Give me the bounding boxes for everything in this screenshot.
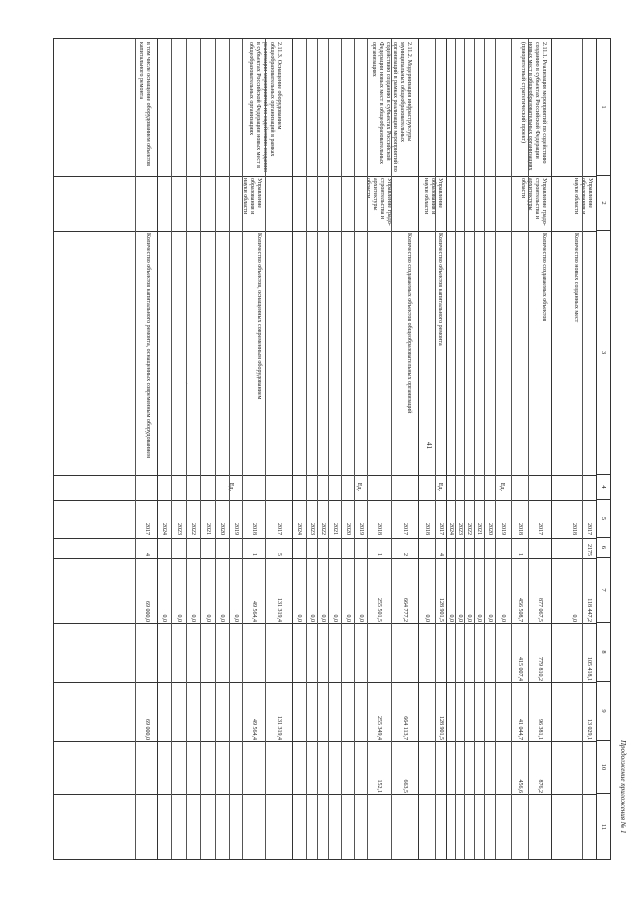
table-body	[53, 39, 596, 859]
indicator-value	[535, 540, 545, 556]
header-col-3: 3	[597, 231, 610, 475]
total-funding: 0,0	[345, 614, 351, 622]
header-col-8: 8	[597, 623, 610, 682]
total-funding: 0,0	[487, 614, 493, 622]
indicator-value: 1	[251, 553, 257, 556]
stray-mark: ~	[182, 381, 189, 386]
table-row	[186, 39, 200, 859]
federal-budget: 415 007,4	[517, 657, 523, 681]
indicator-value	[569, 540, 579, 556]
table-row	[446, 39, 455, 859]
local-budget: 876,2	[537, 779, 543, 793]
year-cell: 2019	[500, 523, 506, 535]
indicator-name: Количество объектов, оснащенных современным оборудованием	[256, 233, 262, 400]
federal-budget: 105 418,1	[586, 657, 592, 681]
table-row	[551, 39, 582, 859]
year-cell: 2018	[424, 523, 430, 535]
header-col-2: 2	[597, 176, 610, 231]
section-repair-equipment	[53, 39, 157, 859]
header-col-1: 1	[597, 39, 610, 176]
section-213-equipment	[157, 39, 292, 859]
program-table	[53, 38, 611, 860]
year-cell: 2022	[466, 523, 472, 535]
table-row	[418, 39, 435, 859]
indicator-name: Количество объектов капитального ремонта	[437, 233, 443, 346]
total-funding: 0,0	[190, 614, 196, 622]
total-funding: 131 319,4	[276, 598, 282, 622]
table-row	[135, 39, 157, 859]
year-cell: 2021	[205, 523, 211, 535]
indicator-name: Количество создаваемых объектов общеобразовательных организаций	[406, 233, 412, 414]
total-funding: 0,0	[320, 614, 326, 622]
regional-budget	[569, 683, 579, 740]
header-col-4: 4	[597, 475, 610, 500]
unit-cell: Ед.	[356, 482, 362, 492]
section-211-new-objects	[446, 39, 551, 859]
total-funding: 664 777,2	[402, 598, 408, 622]
federal-budget: 779 810,2	[537, 657, 543, 681]
regional-budget: 49 564,4	[251, 719, 257, 740]
table-row	[511, 39, 528, 859]
table-row	[157, 39, 171, 859]
table-row	[528, 39, 551, 859]
total-funding: 0,0	[466, 614, 472, 622]
activity-name: 2.11.1. Реализация мероприятий по содействию созданию в субъектах Российской Федерации новых мест в общеобразовательных организациях (приоритетный стратегический проект)	[520, 42, 547, 171]
table-row	[242, 39, 265, 859]
year-cell: 2017	[276, 523, 282, 535]
table-row	[229, 39, 242, 859]
year-cell: 2022	[190, 523, 196, 535]
year-cell: 2023	[176, 523, 182, 535]
total-funding: 0,0	[233, 614, 239, 622]
total-funding: 0,0	[176, 614, 182, 622]
total-funding: 0,0	[358, 614, 364, 622]
indicator-name: Количество создаваемых объектов	[541, 233, 547, 322]
table-row	[391, 39, 418, 859]
page-number: 41	[425, 442, 433, 449]
table-row	[306, 39, 317, 859]
indicator-value: 1	[376, 553, 382, 556]
total-funding: 877 067,5	[537, 598, 543, 622]
unit-cell: Ед.	[228, 482, 234, 492]
table-row	[582, 39, 596, 859]
table-row	[354, 39, 367, 859]
activity-name: 2.11.3. Оснащение оборудованием общеобразовательных организаций в рамках реализации мероприятий по содействию созданию в субъектах Российской Федерации новых мест в общеобразовательных организациях	[248, 42, 282, 172]
local-budget: 663,5	[402, 779, 408, 793]
total-funding: 118 447,2	[586, 598, 592, 622]
indicator-value: 1	[517, 553, 523, 556]
table-row	[292, 39, 306, 859]
year-cell: 2023	[309, 523, 315, 535]
activity-name: 2.11.2. Модернизация инфраструктуры муниципальных общеобразовательных организаций в рамках реализации мероприятий по содействию созданию в субъектах Российской Федерации новых мест в общеобразовательных организациях	[371, 42, 412, 172]
section-212-infrastructure	[292, 39, 418, 859]
indicator-value: 4	[144, 553, 150, 556]
section-capital-repair	[418, 39, 446, 859]
table-row	[328, 39, 341, 859]
regional-budget: 255 349,4	[376, 716, 382, 740]
table-row	[317, 39, 328, 859]
unit-cell: Ед.	[437, 482, 443, 492]
regional-budget: 96 381,1	[537, 719, 543, 740]
year-cell: 2021	[332, 523, 338, 535]
table-row	[215, 39, 229, 859]
total-funding: 0,0	[476, 614, 482, 622]
header-col-5: 5	[597, 500, 610, 538]
year-cell: 2017	[144, 523, 150, 535]
section-new-places	[551, 39, 596, 859]
responsible-executor: Управление образования и науки области	[242, 178, 262, 215]
responsible-executor: Управление образования и науки области	[423, 178, 443, 215]
table-row	[341, 39, 354, 859]
total-funding: 0,0	[296, 614, 302, 622]
year-cell: 2019	[358, 523, 364, 535]
indicator-value: 5	[276, 553, 282, 556]
header-col-11: 11	[600, 823, 607, 831]
year-cell: 2020	[219, 523, 225, 535]
total-funding: 0,0	[309, 614, 315, 622]
regional-budget: 128 901,5	[438, 716, 444, 740]
year-cell: 2021	[476, 523, 482, 535]
local-budget: 152,1	[376, 779, 382, 793]
year-cell: 2022	[320, 523, 326, 535]
total-funding: 0,0	[448, 614, 454, 622]
unit-cell: Ед.	[499, 482, 505, 492]
year-cell: 2020	[345, 523, 351, 535]
header-col-10: 10	[597, 741, 610, 794]
header-col-9: 9	[597, 682, 610, 741]
responsible-executor: Управление градо-строительства и архитектуры области	[365, 178, 392, 226]
year-cell: 2024	[448, 523, 454, 535]
year-cell: 2017	[438, 523, 444, 535]
regional-budget: 664 113,7	[402, 716, 408, 740]
year-cell: 2018	[571, 523, 577, 535]
total-funding: 0,0	[205, 614, 211, 622]
year-cell: 2017	[586, 523, 592, 535]
indicator-value: 4	[438, 553, 444, 556]
table-row	[171, 39, 186, 859]
total-funding: 255 501,5	[376, 598, 382, 622]
year-cell: 2023	[457, 523, 463, 535]
table-row	[435, 39, 446, 859]
year-cell: 2018	[517, 523, 523, 535]
activity-name: в том числе оснащение оборудованием объектов капитального ремонта	[138, 42, 151, 166]
year-cell: 2018	[251, 523, 257, 535]
table-row	[367, 39, 391, 859]
regional-budget: 131 319,4	[276, 716, 282, 740]
indicator-name: Количество новых созданных мест	[573, 233, 579, 323]
regional-budget: 41 044,7	[517, 719, 523, 740]
responsible-executor: Управление градо-строительства и архитектуры области	[520, 178, 547, 226]
header-col-7: 7	[597, 558, 610, 623]
table-row	[484, 39, 495, 859]
year-cell: 2024	[296, 523, 302, 535]
local-budget	[569, 742, 579, 793]
table-row	[495, 39, 511, 859]
total-funding: 456 508,7	[517, 598, 523, 622]
total-funding: 0,0	[332, 614, 338, 622]
year-cell: 2024	[161, 523, 167, 535]
total-funding: 0,0	[500, 614, 506, 622]
table-row	[455, 39, 464, 859]
total-funding: 0,0	[571, 614, 577, 622]
indicator-value: 2	[402, 553, 408, 556]
total-funding: 0,0	[424, 614, 430, 622]
total-funding: 0,0	[161, 614, 167, 622]
year-cell: 2017	[537, 523, 543, 535]
regional-budget: 69 000,0	[144, 719, 150, 740]
indicator-name: Количество объектов капитального ремонта, оснащенных современным оборудованием	[145, 233, 151, 458]
federal-budget	[569, 624, 579, 681]
year-cell: 2018	[376, 523, 382, 535]
year-cell: 2020	[487, 523, 493, 535]
total-funding: 0,0	[219, 614, 225, 622]
regional-budget: 13 029,1	[586, 719, 592, 740]
year-cell: 2019	[233, 523, 239, 535]
table-row	[464, 39, 474, 859]
table-row	[265, 39, 292, 859]
year-cell: 2017	[402, 523, 408, 535]
total-funding: 0,0	[457, 614, 463, 622]
table-row	[200, 39, 215, 859]
table-row	[474, 39, 484, 859]
responsible-executor: Управление образования и науки области	[573, 178, 593, 215]
total-funding: 69 000,0	[144, 601, 150, 622]
total-funding: 128 901,5	[438, 598, 444, 622]
indicator-value: 2175	[586, 544, 592, 556]
local-budget: 456,6	[517, 779, 523, 793]
total-funding: 49 564,4	[251, 601, 257, 622]
appendix-label: Продолжение приложения № 1	[619, 740, 627, 834]
header-col-6: 6	[597, 538, 610, 558]
table-header-row	[596, 39, 610, 859]
local-budget	[584, 742, 594, 793]
